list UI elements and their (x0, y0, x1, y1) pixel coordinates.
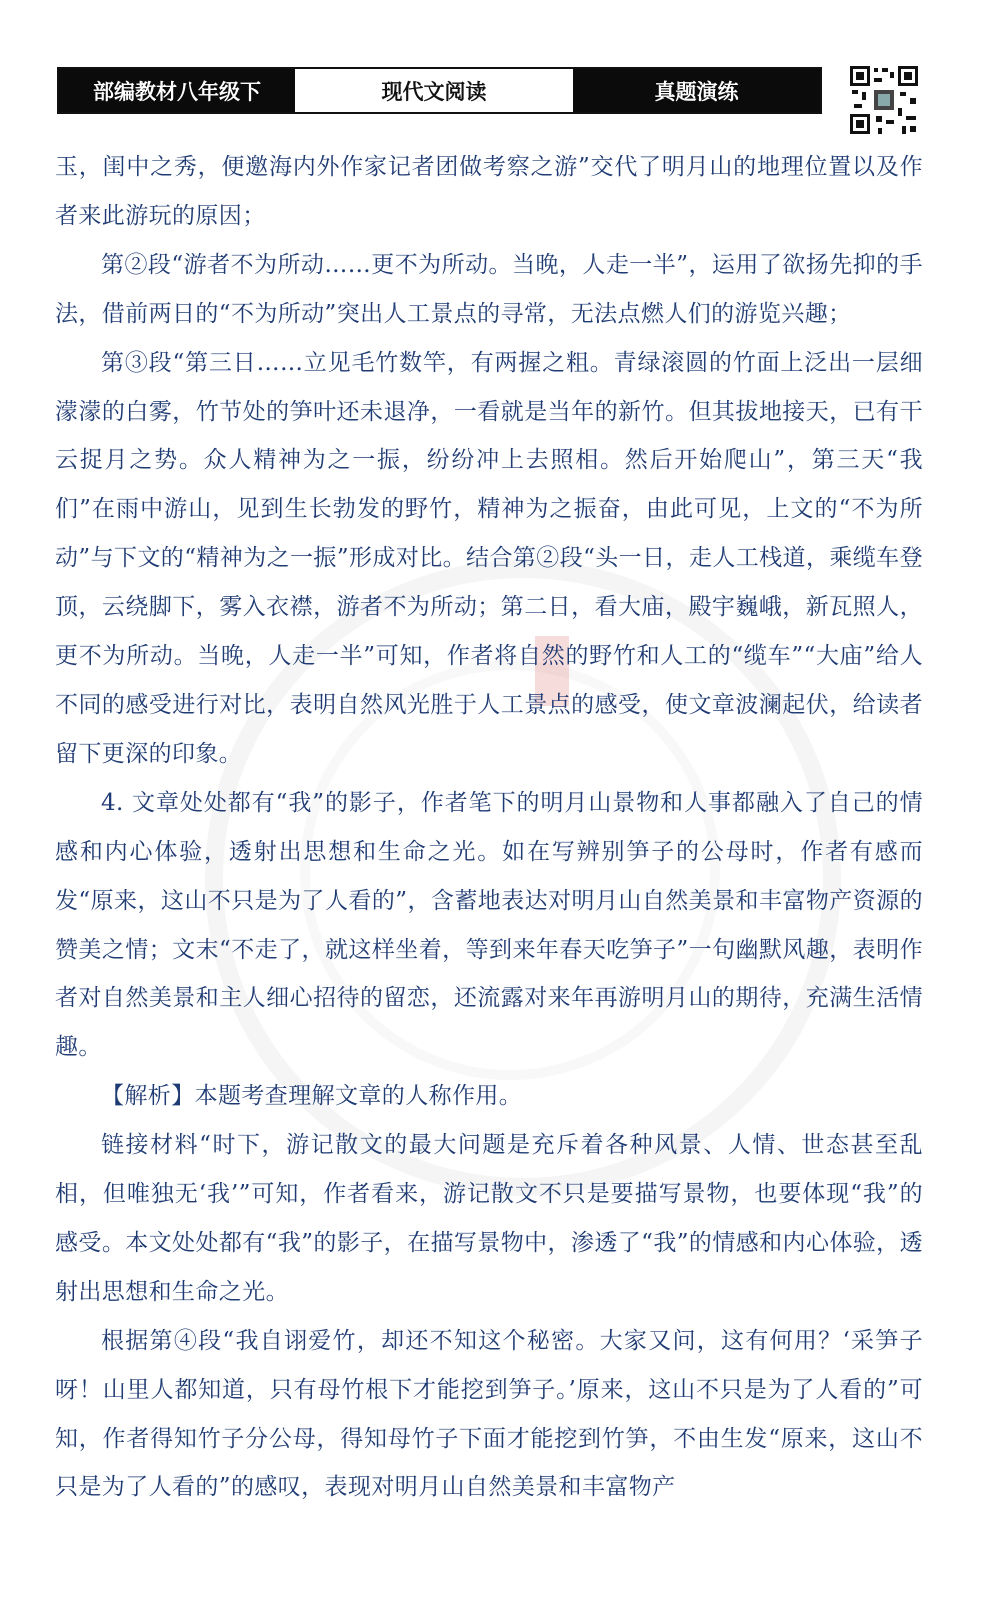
qr-code (848, 64, 920, 136)
analysis-heading: 【解析】本题考查理解文章的人称作用。 (101, 1083, 523, 1110)
paragraph-2: 第②段“游者不为所动……更不为所动。当晚，人走一半”，运用了欲扬先抑的手法，借前两日的“不为所动”突出人工景点的寻常，无法点燃人们的游览兴趣； (55, 251, 923, 327)
article-body (55, 143, 923, 1512)
header-subject: 现代文阅读 (295, 69, 573, 112)
header-grade: 部编教材八年级下 (59, 69, 295, 112)
paragraph-5: 链接材料“时下，游记散文的最大问题是充斥着各种风景、人情、世态甚至乱相，但唯独无‘我’”可知，作者看来，游记散文不只是要描写景物，也要体现“我”的感受。本文处处都有“我”的影子，在描写景物中，渗透了“我”的情感和内心体验，透射出思想和生命之光。 (55, 1132, 923, 1305)
paragraph-3: 第③段“第三日……立见毛竹数竿，有两握之粗。青绿滚圆的竹面上泛出一层细濛濛的白雾，竹节处的笋叶还未退净，一看就是当年的新竹。但其拔地接天，已有干云捉月之势。众人精神为之一振，纷纷冲上去照相。然后开始爬山”，第三天“我们”在雨中游山，见到生长勃发的野竹，精神为之振奋，由此可见，上文的“不为所动”与下文的“精神为之一振”形成对比。结合第②段“头一日，走人工栈道，乘缆车登顶，云绕脚下，雾入衣襟，游者不为所动；第二日，看大庙，殿宇巍峨，新瓦照人，更不为所动。当晚，人走一半”可知，作者将自然的野竹和人工的“缆车”“大庙”给人不同的感受进行对比，表明自然风光胜于人工景点的感受，使文章波澜起伏，给读者留下更深的印象。 (55, 349, 923, 767)
paragraph-6: 根据第④段“我自诩爱竹，却还不知这个秘密。大家又问，这有何用？‘采笋子呀！山里人都知道，只有母竹根下才能挖到笋子。’原来，这山不只是为了人看的”可知，作者得知竹子分公母，得知母竹子下面才能挖到竹笋，不由生发“原来，这山不只是为了人看的”的感叹，表现对明月山自然美景和丰富物产 (55, 1327, 923, 1501)
header-bar (57, 67, 822, 114)
paragraph-1: 玉，闺中之秀，便邀海内外作家记者团做考察之游”交代了明月山的地理位置以及作者来此游玩的原因； (55, 154, 923, 229)
paragraph-4: 4. 文章处处都有“我”的影子，作者笔下的明月山景物和人事都融入了自己的情感和内心体验，透射出思想和生命之光。如在写辨别笋子的公母时，作者有感而发“原来，这山不只是为了人看的”，含蓄地表达对明月山自然美景和丰富物产资源的赞美之情；文末“不走了，就这样坐着，等到来年春天吃笋子”一句幽默风趣，表明作者对自然美景和主人细心招待的留恋，还流露对来年再游明月山的期待，充满生活情趣。 (55, 789, 923, 1061)
header-section: 真题演练 (573, 69, 820, 112)
